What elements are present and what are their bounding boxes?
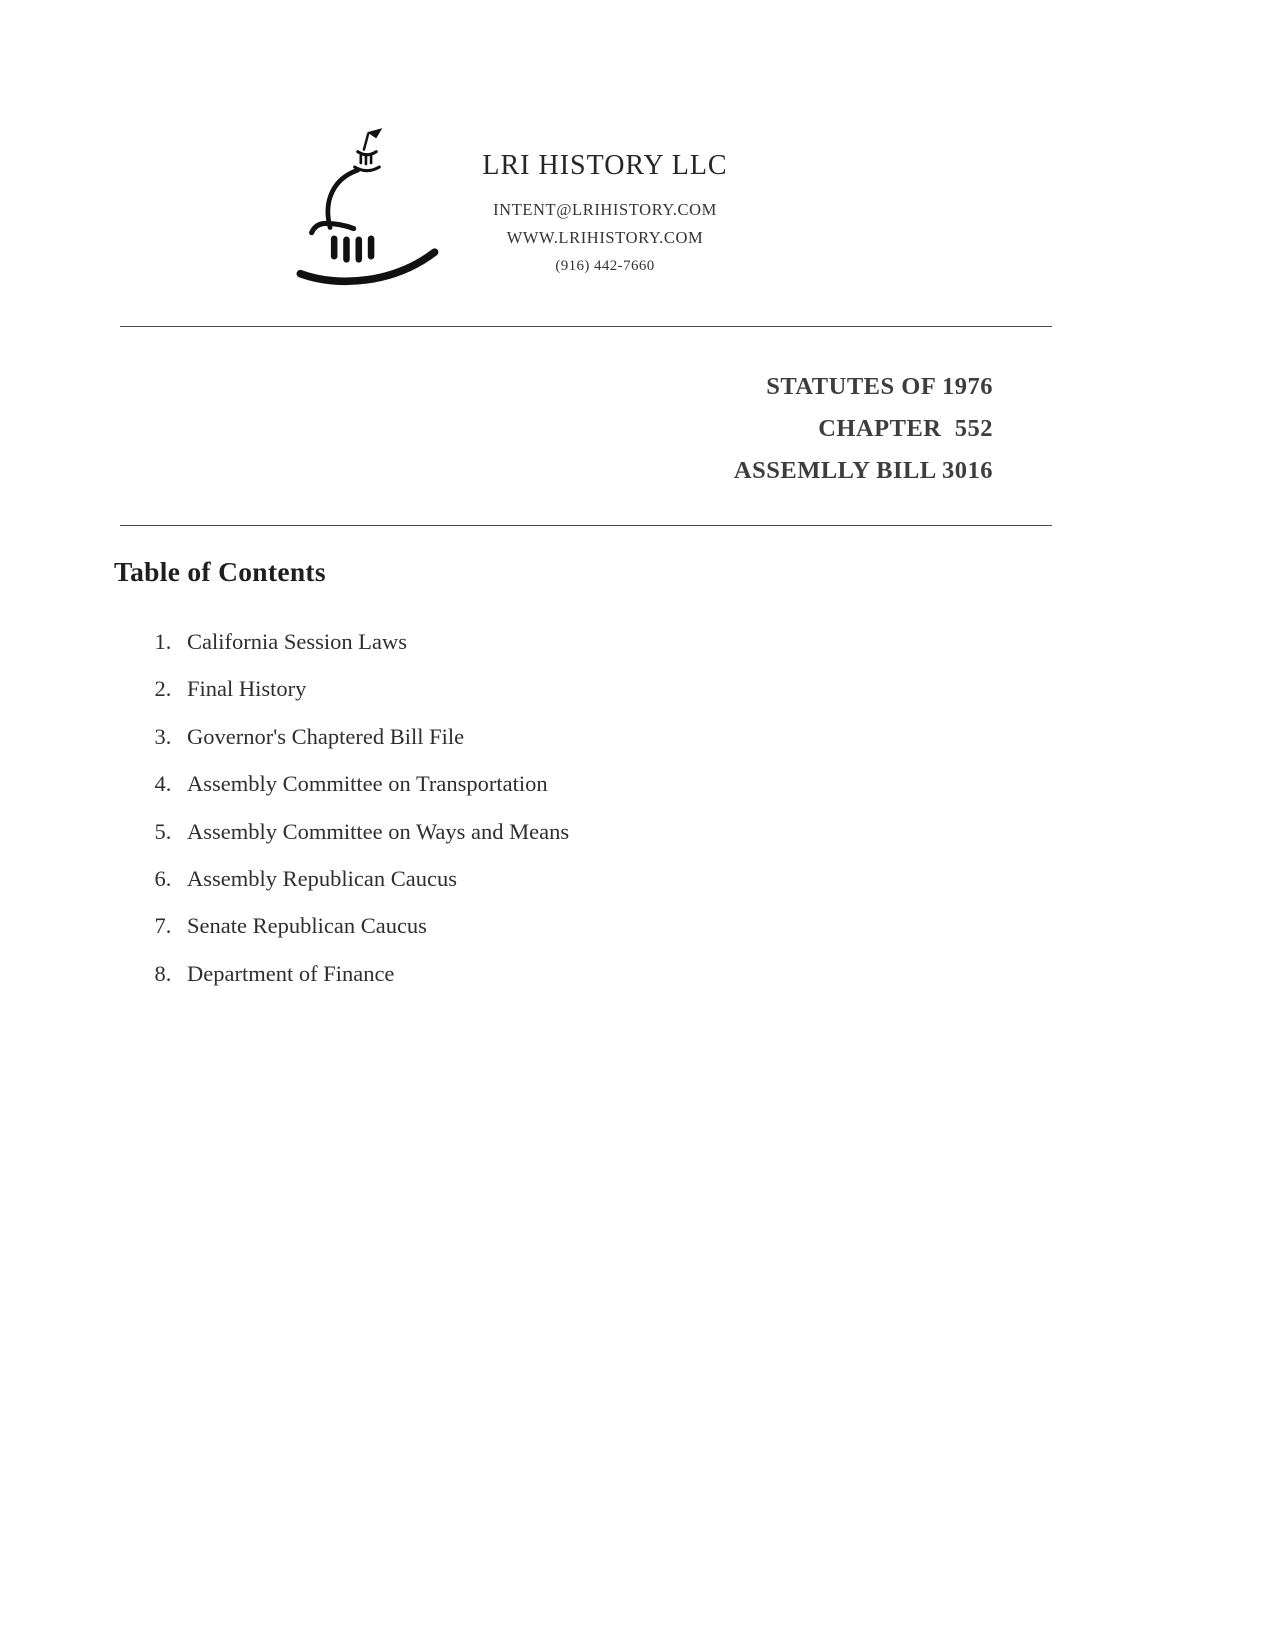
toc-item: 2. Final History: [177, 665, 569, 712]
company-logo: [296, 124, 440, 288]
company-email: INTENT@LRIHISTORY.COM: [493, 200, 717, 219]
title-line-chapter: CHAPTER 552: [818, 415, 993, 442]
company-name: LRI HISTORY LLC: [482, 150, 728, 181]
toc-item: 4. Assembly Committee on Transportation: [177, 760, 569, 807]
toc-item: 1. California Session Laws: [177, 618, 569, 665]
divider-top: [120, 326, 1052, 327]
title-line-statutes: STATUTES OF 1976: [766, 373, 993, 400]
toc-item: 8. Department of Finance: [177, 950, 569, 997]
company-phone: (916) 442-7660: [555, 258, 655, 274]
toc-list: [145, 618, 569, 997]
toc-heading: Table of Contents: [114, 556, 326, 587]
capitol-building-sketch-icon: [296, 124, 440, 288]
letterhead: [455, 150, 755, 280]
divider-bottom: [120, 525, 1052, 526]
company-website: WWW.LRIHISTORY.COM: [506, 228, 704, 247]
toc-item: 6. Assembly Republican Caucus: [177, 855, 569, 902]
toc-item: 3. Governor's Chaptered Bill File: [177, 713, 569, 760]
toc-item: 7. Senate Republican Caucus: [177, 902, 569, 949]
title-line-bill: ASSEMLLY BILL 3016: [733, 457, 993, 484]
document-title-block: [734, 366, 993, 492]
toc-item: 5. Assembly Committee on Ways and Means: [177, 808, 569, 855]
